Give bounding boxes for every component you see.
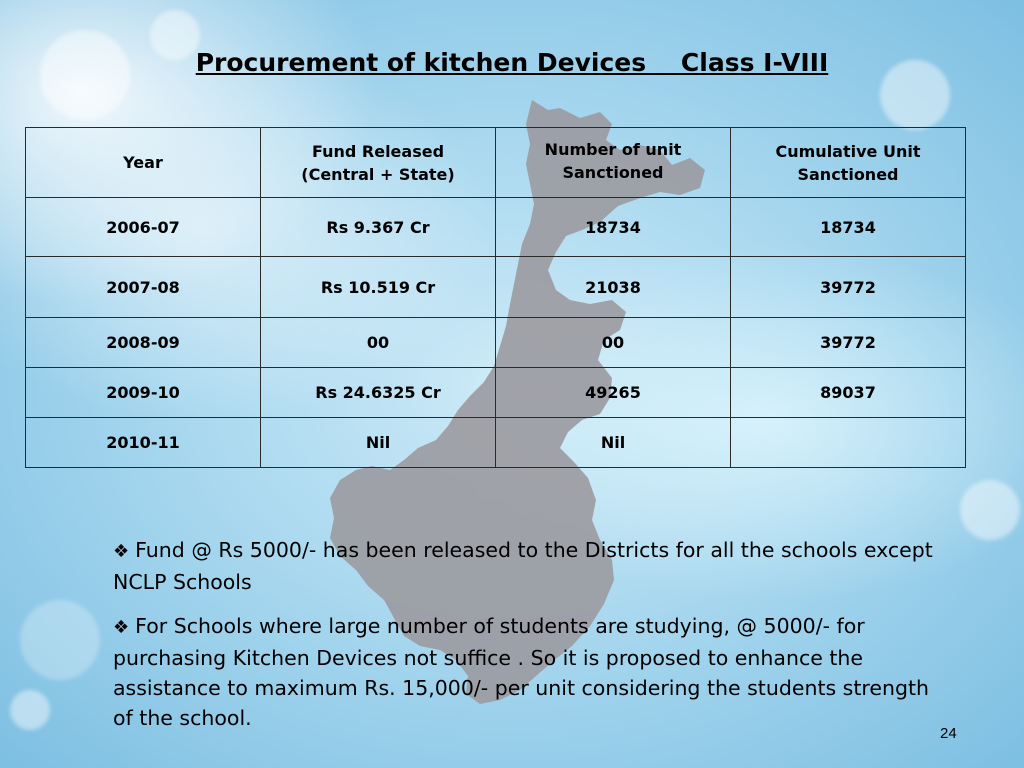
note-text: Fund @ Rs 5000/- has been released to the Districts for all the schools except NCLP Schools	[113, 538, 933, 594]
table-row	[26, 257, 966, 318]
cell-year: 2008-09	[26, 318, 261, 368]
note-item	[113, 611, 933, 733]
diamond-bullet-icon: ❖	[113, 617, 130, 638]
notes-list	[113, 535, 933, 747]
cell-cumulative: 18734	[731, 198, 966, 257]
procurement-table	[25, 127, 966, 468]
cell-units: 21038	[496, 257, 731, 318]
cell-units: 18734	[496, 198, 731, 257]
cell-cumulative	[731, 418, 966, 468]
cell-year: 2006-07	[26, 198, 261, 257]
diamond-bullet-icon: ❖	[113, 541, 130, 562]
table-row	[26, 368, 966, 418]
page-number: 24	[940, 725, 957, 742]
cell-cumulative: 39772	[731, 257, 966, 318]
cell-units: 49265	[496, 368, 731, 418]
table-row	[26, 198, 966, 257]
cell-fund: Rs 10.519 Cr	[261, 257, 496, 318]
cell-units: 00	[496, 318, 731, 368]
cell-fund: Nil	[261, 418, 496, 468]
cell-cumulative: 89037	[731, 368, 966, 418]
header-fund-released: Fund Released (Central + State)	[261, 128, 496, 198]
cell-units: Nil	[496, 418, 731, 468]
cell-year: 2010-11	[26, 418, 261, 468]
note-item	[113, 535, 933, 597]
cell-fund: Rs 9.367 Cr	[261, 198, 496, 257]
cell-year: 2007-08	[26, 257, 261, 318]
cell-year: 2009-10	[26, 368, 261, 418]
cell-cumulative: 39772	[731, 318, 966, 368]
cell-fund: Rs 24.6325 Cr	[261, 368, 496, 418]
note-text: For Schools where large number of students are studying, @ 5000/- for purchasing Kitchen Devices not suffice . So it is proposed to enhance the assistance to maximum Rs. 15,000/- per unit considering the students strength of the school.	[113, 614, 930, 730]
cell-fund: 00	[261, 318, 496, 368]
table-row	[26, 418, 966, 468]
header-number-of-units: Number of unit Sanctioned	[496, 128, 731, 198]
header-year: Year	[26, 128, 261, 198]
table-row	[26, 318, 966, 368]
header-cumulative-units: Cumulative Unit Sanctioned	[731, 128, 966, 198]
slide-title: Procurement of kitchen Devices Class I-VIII	[195, 48, 829, 77]
table-header-row	[26, 128, 966, 198]
